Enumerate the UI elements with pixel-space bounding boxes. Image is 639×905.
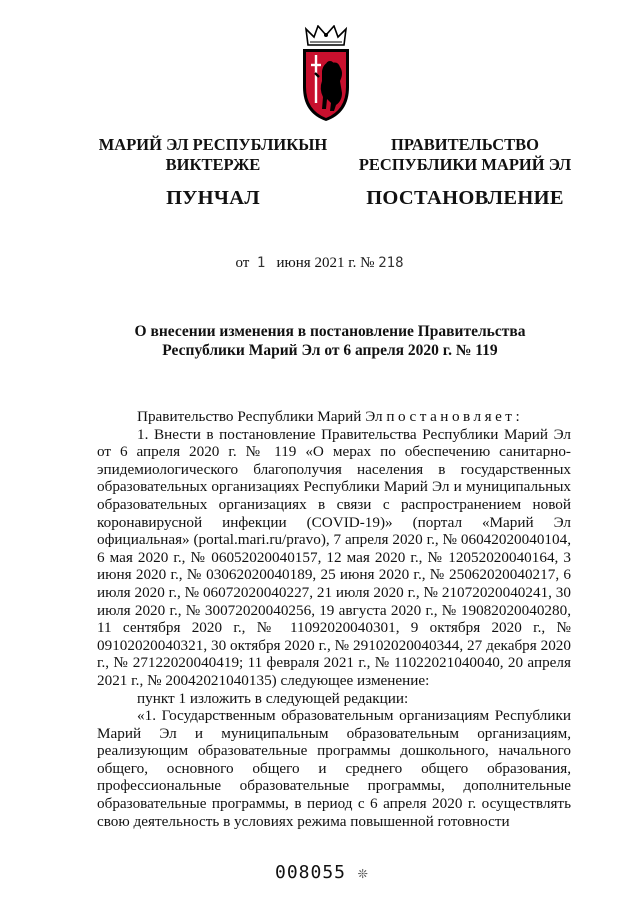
paragraph-1: 1. Внести в постановление Правительства Республики Марий Эл от 6 апреля 2020 г. № 119 «О мерах по обеспечению санитарно-эпидемиологического благополучия населения в государственных образовательных организациях Республики Марий Эл и муниципальных образовательных организациях в связи с распространением новой коронавирусной инфекции (COVID-19)» (портал «Марий Эл официальная» (portal.mari.ru/pravo), 7 апреля 2020 г., № 06042020040104, 6 мая 2020 г., № 06052020040157, 12 мая 2020 г., № 12052020040164, 3 июня 2020 г., № 03062020040189, 25 июня 2020 г., № 25062020040217, 6 июля 2020 г., № 06072020040227, 21 июля 2020 г., № 21072020040241, 30 июля 2020 г., № 30072020040256, 19 августа 2020 г., № 19082020040280, 11 сентября 2020 г., № 11092020040301, 9 октября 2020 г., № 09102020040321, 30 октября 2020 г., № 29102020040344, 27 декабря 2020 г., № 27122020040419; 11 февраля 2021 г., № 11022021040040, 20 апреля 2021 г., № 20042021040135) следующее изменение:	[97, 425, 571, 689]
title-line2: Республики Марий Эл от 6 апреля 2020 г. № 119	[162, 342, 498, 359]
title-line1: О внесении изменения в постановление Правительства	[134, 323, 526, 340]
footer-serial	[275, 862, 369, 883]
intro-paragraph	[97, 408, 571, 426]
date-line	[0, 255, 639, 272]
header-mari-line2: ВИКТЕРЖЕ	[165, 155, 261, 174]
date-prefix: от	[235, 255, 250, 271]
star-mark-icon: ❊	[358, 863, 369, 882]
intro-resolves: постановляет:	[386, 408, 524, 425]
paragraph-2: пункт 1 изложить в следующей редакции:	[137, 689, 409, 707]
header-russian	[340, 135, 590, 211]
document-number: 218	[378, 255, 404, 271]
header-mari	[88, 135, 338, 211]
paragraph-3: «1. Государственным образовательным организациям Республики Марий Эл и муниципальным образовательным организациям, реализующим образовательные программы дошкольного, начального общего, основного общего и среднего общего образования, профессиональные образовательные программы, дополнительные образовательные программы, в период с 6 апреля 2020 г. осуществлять свою деятельность в условиях режима повышенной готовности	[97, 707, 571, 830]
date-month-year: июня 2021 г. №	[276, 255, 375, 271]
document-title	[100, 322, 560, 360]
serial-number: 008055	[275, 862, 347, 883]
header-russian-line2: РЕСПУБЛИКИ МАРИЙ ЭЛ	[358, 155, 572, 174]
header-mari-doc-type: ПУНЧАЛ	[166, 187, 260, 209]
date-day: 1	[256, 255, 266, 271]
header-russian-line1: ПРАВИТЕЛЬСТВО	[391, 135, 539, 154]
document-body	[97, 408, 571, 830]
header-russian-doc-type: ПОСТАНОВЛЕНИЕ	[366, 187, 564, 209]
intro-lead: Правительство Республики Марий Эл	[137, 408, 383, 425]
header-mari-line1: МАРИЙ ЭЛ РЕСПУБЛИКЫН	[98, 135, 328, 154]
coat-of-arms-emblem	[300, 25, 352, 123]
